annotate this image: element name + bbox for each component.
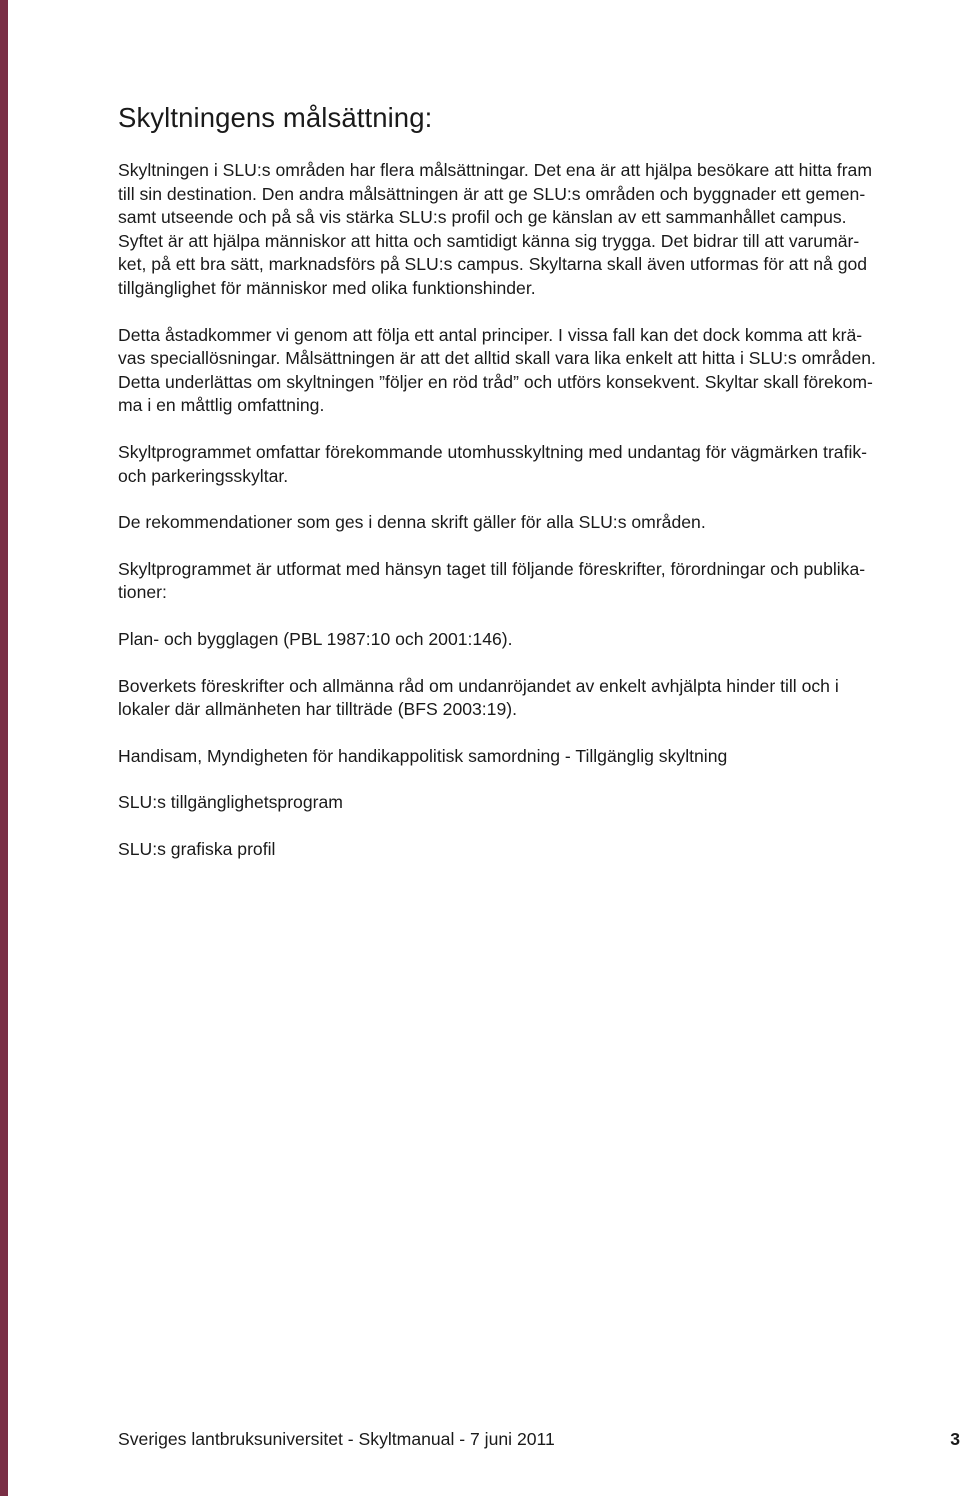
text-line: Skyltprogrammet är utformat med hänsyn taget till följande föreskrifter, förordningar och publika- bbox=[118, 558, 866, 579]
paragraph bbox=[118, 791, 954, 815]
text-line: Detta åstadkommer vi genom att följa ett antal principer. I vissa fall kan det dock komma att krä- bbox=[118, 324, 863, 345]
text-line: Plan- och bygglagen (PBL 1987:10 och 2001:146). bbox=[118, 628, 513, 649]
side-accent-bar bbox=[0, 0, 8, 1496]
paragraph bbox=[118, 558, 954, 605]
text-line: samt utseende och på så vis stärka SLU:s profil och ge känslan av ett sammanhållet campus. bbox=[118, 207, 847, 228]
paragraph bbox=[118, 441, 954, 488]
page-number: 3 bbox=[950, 1429, 960, 1449]
text-line: Skyltprogrammet omfattar förekommande utomhusskyltning med undantag för vägmärken trafik- bbox=[118, 441, 868, 462]
paragraph bbox=[118, 745, 954, 769]
page-footer bbox=[118, 1428, 960, 1452]
paragraph bbox=[118, 159, 954, 301]
text-line: till sin destination. Den andra målsättningen är att ge SLU:s områden och byggnader ett gemen- bbox=[118, 183, 866, 204]
text-line: SLU:s grafiska profil bbox=[118, 838, 276, 859]
text-line: vas speciallösningar. Målsättningen är att det alltid skall vara lika enkelt att hitta i SLU:s områden. bbox=[118, 348, 876, 369]
footer-text: Sveriges lantbruksuniversitet - Skyltmanual - 7 juni 2011 bbox=[118, 1429, 555, 1449]
paragraph bbox=[118, 628, 954, 652]
text-line: Boverkets föreskrifter och allmänna råd om undanröjandet av enkelt avhjälpta hinder till och i bbox=[118, 675, 839, 696]
text-line: SLU:s tillgänglighetsprogram bbox=[118, 792, 343, 813]
page-title: Skyltningens målsättning: bbox=[118, 102, 433, 133]
text-line: lokaler där allmänheten har tillträde (BFS 2003:19). bbox=[118, 699, 518, 720]
paragraph bbox=[118, 511, 954, 535]
text-line: Detta underlättas om skyltningen ”följer en röd tråd” och utförs konsekvent. Skyltar skall förekom- bbox=[118, 371, 873, 392]
text-line: tioner: bbox=[118, 582, 167, 603]
text-line: Syftet är att hjälpa människor att hitta och samtidigt känna sig trygga. Det bidrar till att varumär- bbox=[118, 230, 860, 251]
text-line: och parkeringsskyltar. bbox=[118, 465, 289, 486]
text-line: Handisam, Myndigheten för handikappolitisk samordning - Tillgänglig skyltning bbox=[118, 745, 728, 766]
text-line: tillgänglighet för människor med olika funktionshinder. bbox=[118, 277, 536, 298]
paragraph bbox=[118, 324, 954, 418]
text-line: De rekommendationer som ges i denna skrift gäller för alla SLU:s områden. bbox=[118, 512, 706, 533]
paragraph bbox=[118, 675, 954, 722]
paragraph bbox=[118, 838, 954, 862]
text-line: ket, på ett bra sätt, marknadsförs på SLU:s campus. Skyltarna skall även utformas för att nå god bbox=[118, 254, 868, 275]
text-line: Skyltningen i SLU:s områden har flera målsättningar. Det ena är att hjälpa besökare att hitta fram bbox=[118, 160, 872, 180]
text-line: ma i en måttlig omfattning. bbox=[118, 395, 325, 416]
document-body bbox=[118, 100, 954, 861]
